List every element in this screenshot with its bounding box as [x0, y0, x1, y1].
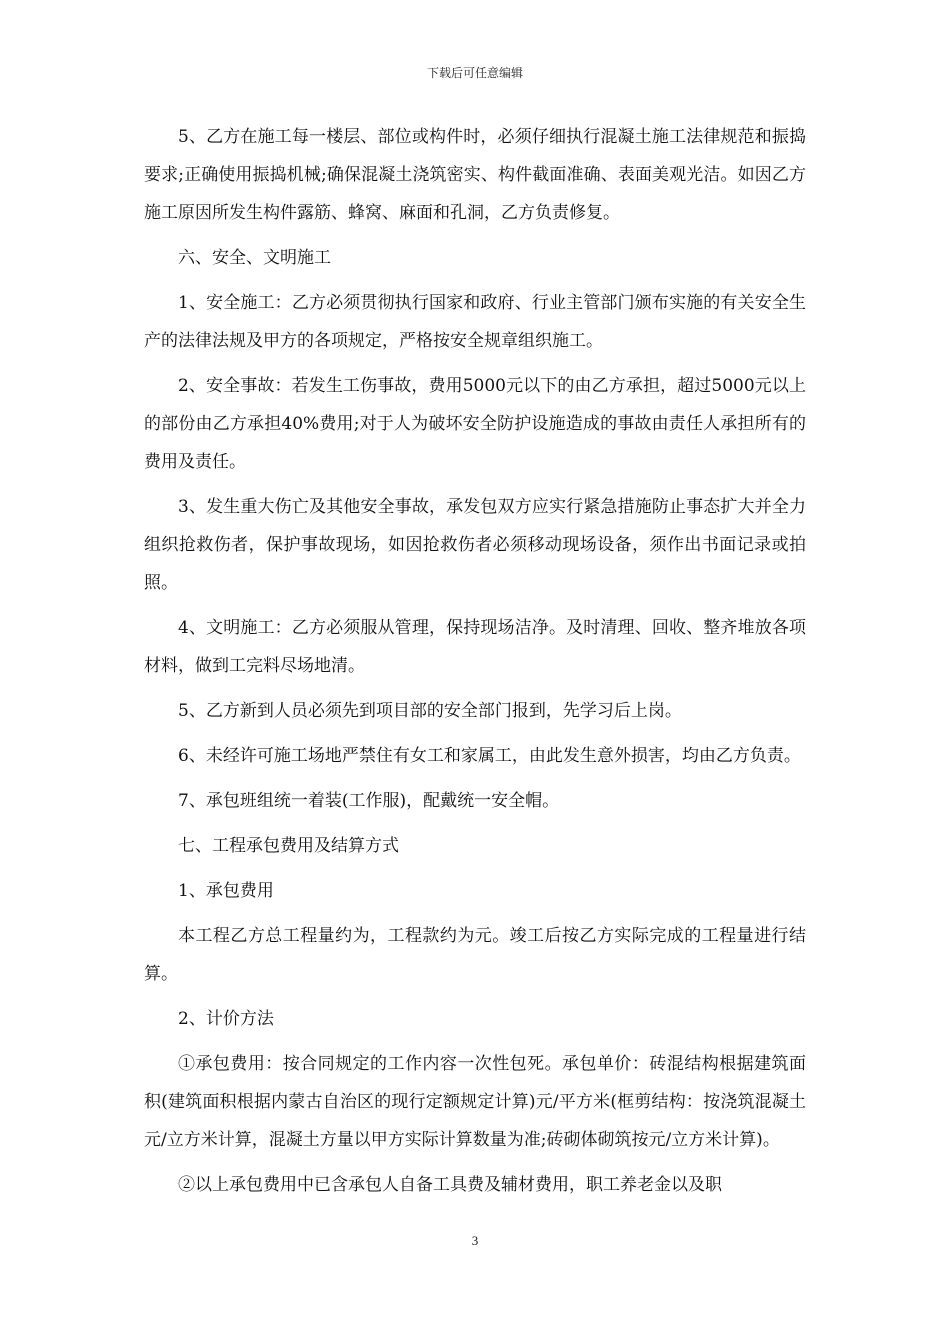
paragraph: 6、未经许可施工场地严禁住有女工和家属工，由此发生意外损害，均由乙方负责。 — [178, 746, 801, 766]
paragraph: 本工程乙方总工程量约为，工程款约为元。竣工后按乙方实际完成的工程量进行结算。 — [144, 926, 806, 984]
section-heading: 六、安全、文明施工 — [178, 248, 331, 268]
paragraph: 3、发生重大伤亡及其他安全事故，承发包双方应实行紧急措施防止事态扩大并全力组织抢救伤者，保护事故现场，如因抢救伤者必须移动现场设备，须作出书面记录或拍照。 — [144, 497, 806, 593]
paragraph: 2、安全事故：若发生工伤事故，费用5000元以下的由乙方承担，超过5000元以上的部份由乙方承担40%费用;对于人为破坏安全防护设施造成的事故由责任人承担所有的费用及责任。 — [144, 376, 806, 472]
paragraph: 5、乙方新到人员必须先到项目部的安全部门报到，先学习后上岗。 — [178, 701, 682, 721]
document-body — [144, 118, 806, 1211]
paragraph: ②以上承包费用中已含承包人自备工具费及辅材费用，职工养老金以及职 — [178, 1175, 722, 1195]
subsection-heading: 2、计价方法 — [178, 1009, 274, 1029]
subsection-heading: 1、承包费用 — [178, 881, 274, 901]
paragraph: 1、安全施工：乙方必须贯彻执行国家和政府、行业主管部门颁布实施的有关安全生产的法律法规及甲方的各项规定，严格按安全规章组织施工。 — [144, 293, 806, 351]
page-number: 3 — [471, 1233, 479, 1248]
page-header: 下载后可任意编辑 — [426, 66, 523, 80]
paragraph: 7、承包班组统一着装(工作服)，配戴统一安全帽。 — [178, 791, 560, 811]
paragraph: 5、乙方在施工每一楼层、部位或构件时，必须仔细执行混凝土施工法律规范和振捣要求;正确使用振捣机械;确保混凝土浇筑密实、构件截面准确、表面美观光洁。如因乙方施工原因所发生构件露筋、蜂窝、麻面和孔洞，乙方负责修复。 — [144, 127, 806, 223]
paragraph: 4、文明施工：乙方必须服从管理，保持现场洁净。及时清理、回收、整齐堆放各项材料，做到工完料尽场地清。 — [144, 618, 806, 676]
section-heading: 七、工程承包费用及结算方式 — [178, 836, 399, 856]
paragraph: ①承包费用：按合同规定的工作内容一次性包死。承包单价：砖混结构根据建筑面积(建筑面积根据内蒙古自治区的现行定额规定计算)元/平方米(框剪结构：按浇筑混凝土元/立方米计算，混凝土方量以甲方实际计算数量为准;砖砌体砌筑按元/立方米计算)。 — [144, 1054, 806, 1150]
